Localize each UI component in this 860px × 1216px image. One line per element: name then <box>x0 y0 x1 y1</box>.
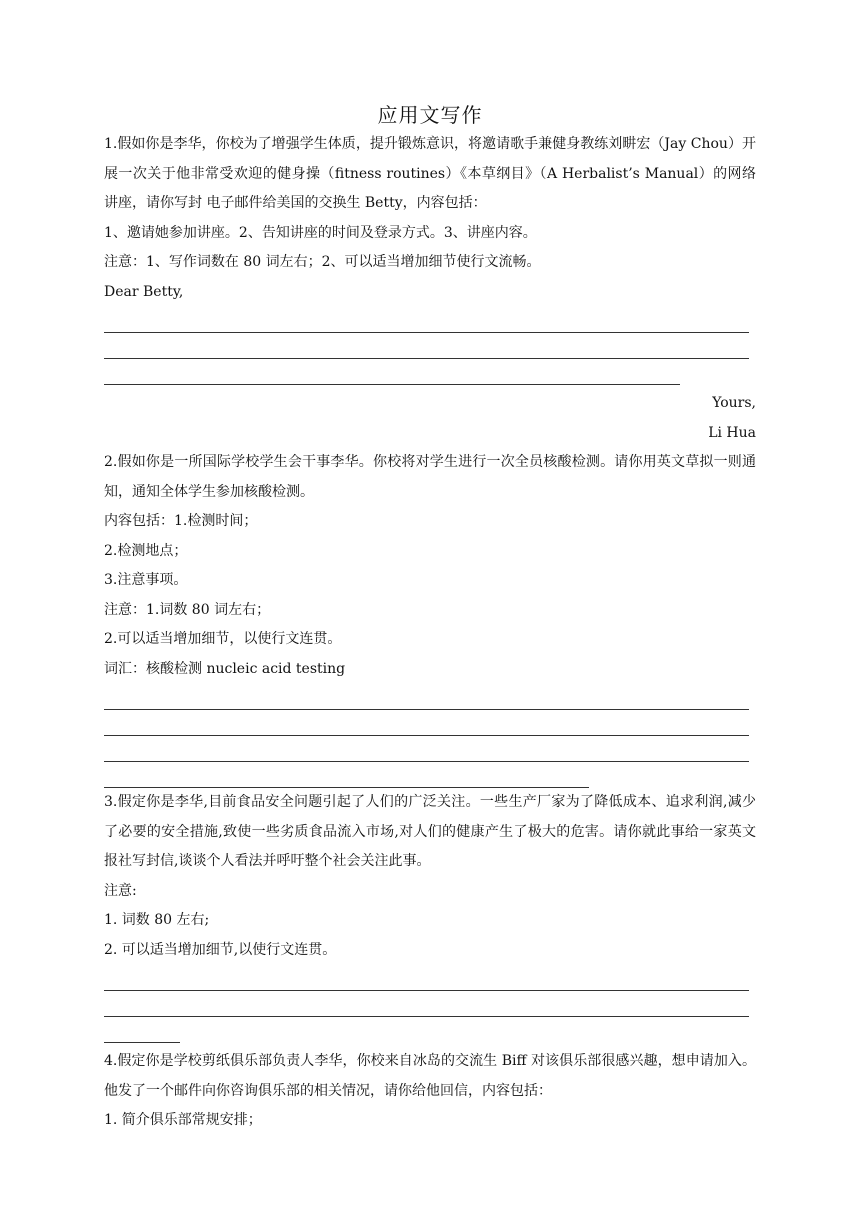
q1-answer-line-2[interactable] <box>104 333 749 359</box>
q3-prompt: 3.假定你是李华,目前食品安全问题引起了人们的广泛关注。一些生产厂家为了降低成本、追求利润,减少了必要的安全措施,致使一些劣质食品流入市场,对人们的健康产生了极大的危害。请你就此事给一家英文报社写封信,谈谈个人看法并呼吁整个社会关注此事。 <box>104 794 756 869</box>
q2-item: 内容包括：1.检测时间； <box>104 513 258 529</box>
q2-answer-line-2[interactable] <box>104 710 749 736</box>
q2-item: 注意：1.词数 80 词左右； <box>104 601 271 618</box>
q2-answer-line-1[interactable] <box>104 684 749 710</box>
q3-answer-line-2[interactable] <box>104 991 749 1017</box>
q2-item: 2.可以适当增加细节，以使行文连贯。 <box>104 631 342 647</box>
document-page <box>104 100 756 1136</box>
q3-item: 2. 可以适当增加细节,以使行文连贯。 <box>104 941 337 958</box>
q1-content: 1、邀请她参加讲座。2、告知讲座的时间及登录方式。3、讲座内容。 <box>104 224 537 241</box>
q2-prompt: 2.假如你是一所国际学校学生会干事李华。你校将对学生进行一次全员核酸检测。请你用英文草拟一则通知，通知全体学生参加核酸检测。 <box>104 454 756 500</box>
q1-salutation: Dear Betty, <box>104 283 184 300</box>
q1-answer-line-1[interactable] <box>104 307 749 333</box>
q2-answer-line-3[interactable] <box>104 736 749 762</box>
q1-note: 注意：1、写作词数在 80 词左右；2、可以适当增加细节使行文流畅。 <box>104 254 541 270</box>
q1-prompt: 1.假如你是李华，你校为了增强学生体质，提升锻炼意识，将邀请歌手兼健身教练刘畊宏（Jay Chou）开展一次关于他非常受欢迎的健身操（fitness routines）《本草纲目》（A Herbalist’s Manual）的网络讲座，请你写封 电子邮件给美国的交换生 Betty，内容包括： <box>104 136 756 211</box>
q3-item: 1. 词数 80 左右; <box>104 912 210 928</box>
q1-signature: Li Hua <box>708 424 756 441</box>
q1-answer-line-3[interactable] <box>104 359 680 385</box>
q3-item: 注意: <box>104 882 137 899</box>
q1-closing: Yours, <box>712 395 756 411</box>
q2-item: 3.注意事项。 <box>104 572 188 588</box>
q2-vocab: 词汇：核酸检测 nucleic acid testing <box>104 660 346 677</box>
q2-answer-line-4[interactable] <box>104 762 589 788</box>
q3-answer-line-1[interactable] <box>104 965 749 991</box>
page-title: 应用文写作 <box>377 103 483 127</box>
q4-item: 1. 简介俱乐部常规安排； <box>104 1112 262 1128</box>
q3-answer-line-3[interactable] <box>104 1017 180 1043</box>
q4-prompt: 4.假定你是学校剪纸俱乐部负责人李华，你校来自冰岛的交流生 Biff 对该俱乐部很感兴趣，想申请加入。他发了一个邮件向你咨询俱乐部的相关情况，请你给他回信，内容包括： <box>104 1053 756 1099</box>
q2-item: 2.检测地点； <box>104 542 188 559</box>
